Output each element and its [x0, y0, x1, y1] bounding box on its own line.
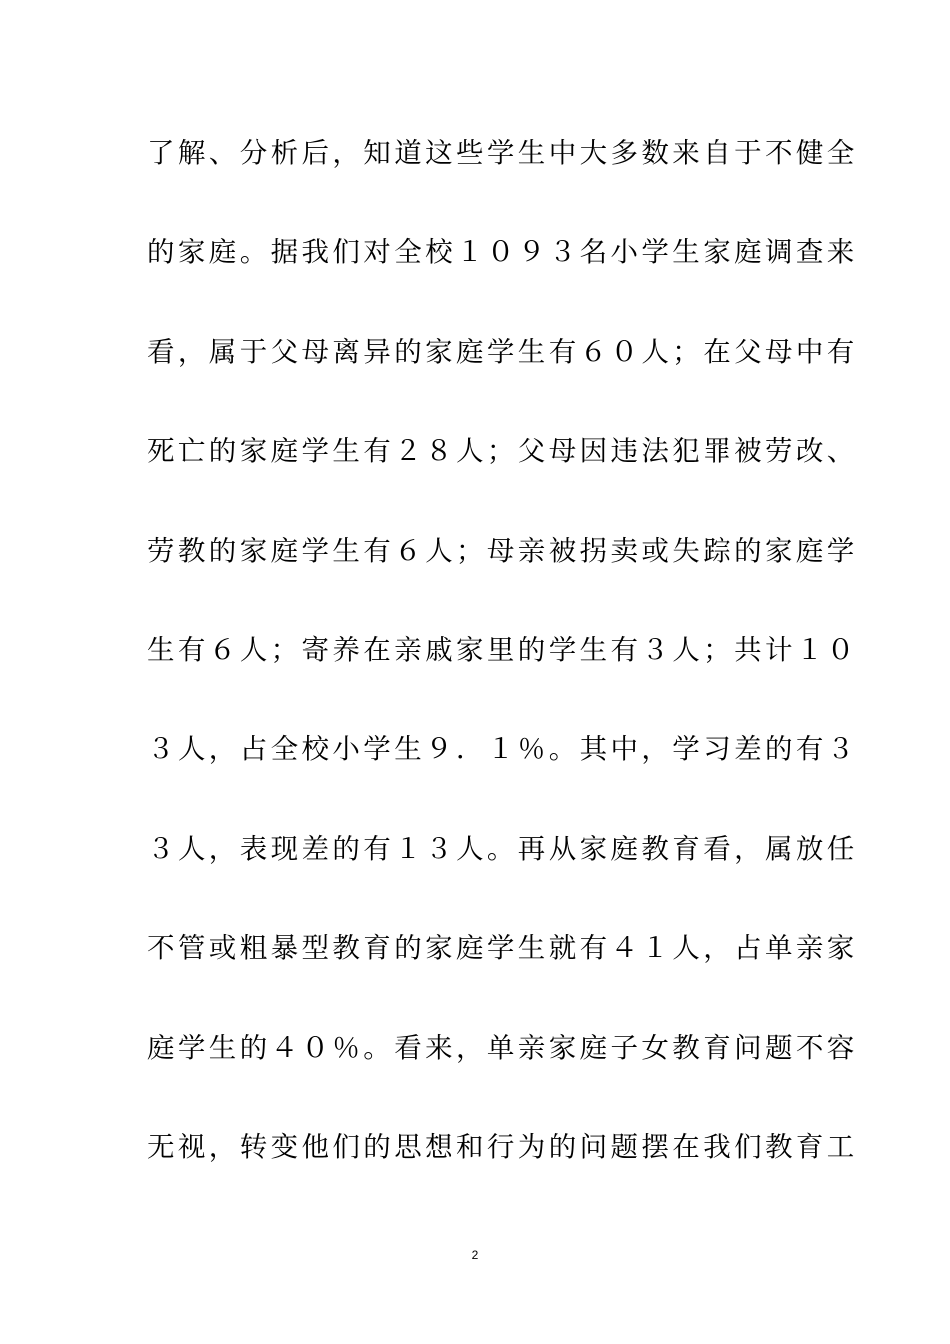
body-text: [147, 124, 858, 1217]
text-line: 不管或粗暴型教育的家庭学生就有４１人，占单亲家: [147, 932, 858, 965]
page-number: 2: [471, 1248, 479, 1262]
text-line: 看，属于父母离异的家庭学生有６０人；在父母中有: [147, 335, 858, 368]
text-line: 无视，转变他们的思想和行为的问题摆在我们教育工: [147, 1130, 858, 1163]
text-line: 生有６人；寄养在亲戚家里的学生有３人；共计１０: [147, 633, 858, 666]
text-line: ３人，占全校小学生９．１％。其中，学习差的有３: [147, 733, 858, 766]
text-line: ３人，表现差的有１３人。再从家庭教育看，属放任: [147, 832, 858, 865]
text-line: 了解、分析后，知道这些学生中大多数来自于不健全: [147, 137, 858, 169]
text-line: 的家庭。据我们对全校１０９３名小学生家庭调查来: [147, 236, 858, 269]
text-line: 劳教的家庭学生有６人；母亲被拐卖或失踪的家庭学: [147, 534, 858, 567]
text-line: 死亡的家庭学生有２８人；父母因违法犯罪被劳改、: [147, 435, 858, 468]
text-line: 庭学生的４０％。看来，单亲家庭子女教育问题不容: [147, 1031, 858, 1064]
